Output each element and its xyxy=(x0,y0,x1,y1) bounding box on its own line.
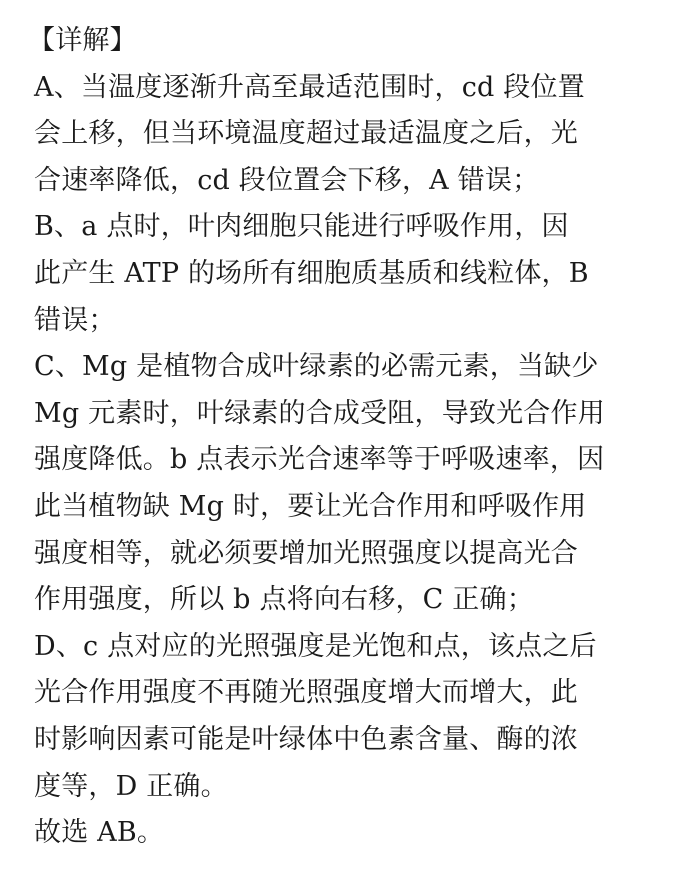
text-line: 合速率降低，cd 段位置会下移，A 错误； xyxy=(34,164,540,196)
text-line: 作用强度，所以 b 点将向右移，C 正确； xyxy=(34,584,534,616)
text-line: B、a 点时，叶肉细胞只能进行呼吸作用，因 xyxy=(34,211,569,243)
text-line: 此当植物缺 Mg 时，要让光合作用和呼吸作用 xyxy=(34,490,587,522)
text-line: 强度相等，就必须要增加光照强度以提高光合 xyxy=(34,537,578,569)
text-line: 强度降低。b 点表示光合速率等于呼吸速率，因 xyxy=(34,444,605,476)
text-line: D、c 点对应的光照强度是光饱和点，该点之后 xyxy=(34,630,597,662)
text-line: 会上移，但当环境温度超过最适温度之后，光 xyxy=(34,118,578,150)
text-line: Mg 元素时，叶绿素的合成受阻，导致光合作用 xyxy=(34,397,605,429)
explanation-heading: 【详解】 xyxy=(28,25,137,56)
text-line: 此产生 ATP 的场所有细胞质基质和线粒体，B xyxy=(34,257,589,289)
text-line: 度等，D 正确。 xyxy=(34,770,228,802)
conclusion-line: 故选 AB。 xyxy=(34,817,165,849)
text-line: 光合作用强度不再随光照强度增大而增大，此 xyxy=(34,677,578,709)
text-line: A、当温度逐渐升高至最适范围时，cd 段位置 xyxy=(34,71,585,103)
text-line: 时影响因素可能是叶绿体中色素含量、酶的浓 xyxy=(34,723,578,755)
text-line: 错误； xyxy=(34,304,116,336)
text-line: C、Mg 是植物合成叶绿素的必需元素，当缺少 xyxy=(34,351,599,383)
explanation-document xyxy=(28,18,664,857)
